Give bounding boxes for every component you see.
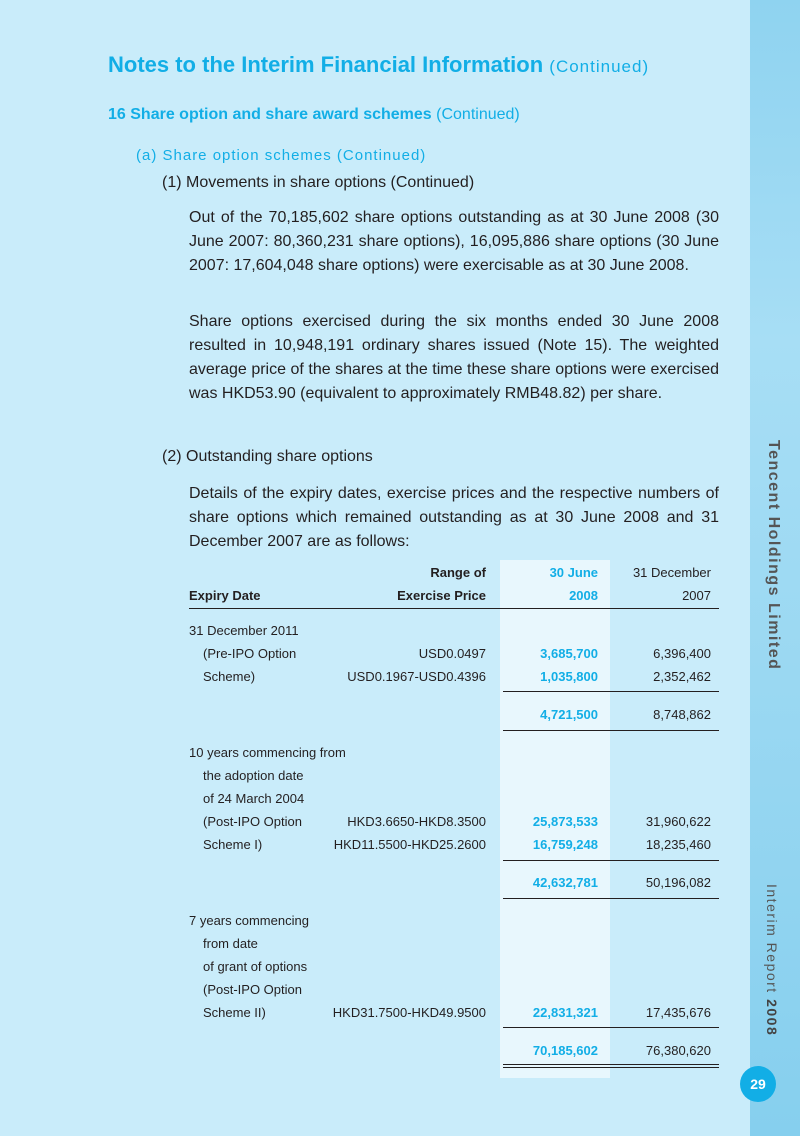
group2-row2-price: HKD11.5500-HKD25.2600 [333, 837, 486, 852]
group2-desc-line: of 24 March 2004 [203, 791, 305, 806]
header-2008-line1: 30 June [549, 565, 598, 580]
group3-desc-line: of grant of options [203, 959, 308, 974]
sidebar-report-label: Interim Report [764, 884, 780, 994]
group2-row1-2007: 31,960,622 [645, 814, 711, 829]
grand-total-2007: 76,380,620 [645, 1043, 711, 1058]
sidebar-company-name: Tencent Holdings Limited [765, 440, 782, 671]
page-title [108, 52, 649, 78]
group2-row1-2008: 25,873,533 [532, 814, 598, 829]
header-2007-line2: 2007 [682, 588, 711, 603]
group2-row1-price: HKD3.6650-HKD8.3500 [347, 814, 486, 829]
sidebar-report-title [764, 884, 780, 1036]
group1-total-rule [503, 730, 719, 731]
section-heading-suffix: (Continued) [436, 106, 520, 123]
section-heading [108, 106, 520, 124]
group1-row1-price: USD0.0497 [418, 646, 486, 661]
group3-desc-line: (Post-IPO Option [203, 982, 302, 997]
sidebar-band [750, 0, 800, 1136]
group3-desc-line: from date [203, 936, 258, 951]
item-2-heading: (2) Outstanding share options [162, 448, 373, 465]
group2-subtotal-2008: 42,632,781 [532, 875, 598, 890]
group3-row1-2008: 22,831,321 [532, 1005, 598, 1020]
group2-total-rule [503, 898, 719, 899]
header-2007-line1: 31 December [632, 565, 711, 580]
group3-desc-line: Scheme II) [203, 1005, 266, 1020]
item-2-paragraph: Details of the expiry dates, exercise prices and the respective numbers of share options which remained outstanding as at 30 June 2008 and 31 December 2007 are as follows: [189, 485, 719, 550]
grand-total-rule [503, 1027, 719, 1028]
item-1-heading: (1) Movements in share options (Continued) [162, 174, 475, 191]
subsection-heading: (a) Share option schemes (Continued) [136, 147, 427, 164]
group1-row1-2008: 3,685,700 [540, 646, 598, 661]
item-1-paragraph-2: Share options exercised during the six months ended 30 June 2008 resulted in 10,948,191 ordinary shares issued (Note 15). The weighted average price of the shares at the time these share options were exercised was HKD53.90 (equivalent to approximately RMB48.82) per share. [189, 313, 719, 402]
group1-desc-line: Scheme) [203, 669, 256, 684]
header-range-line2: Exercise Price [397, 588, 486, 603]
header-rule [189, 608, 719, 609]
page-title-suffix: (Continued) [549, 57, 650, 76]
sidebar-report-year: 2008 [764, 999, 780, 1037]
header-2008-line2: 2008 [569, 588, 598, 603]
group1-subtotal-2008: 4,721,500 [540, 707, 598, 722]
group1-subtotal-rule [503, 691, 719, 692]
header-expiry-date: Expiry Date [189, 588, 261, 603]
group1-subtotal-2007: 8,748,862 [653, 707, 711, 722]
group2-desc-line: 10 years commencing from [189, 745, 346, 760]
group1-row2-price: USD0.1967-USD0.4396 [347, 669, 486, 684]
header-range-line1: Range of [430, 565, 486, 580]
page-title-text: Notes to the Interim Financial Information [108, 52, 544, 77]
group1-desc-line: (Pre-IPO Option [203, 646, 297, 661]
item-1-paragraph-1: Out of the 70,185,602 share options outstanding as at 30 June 2008 (30 June 2007: 80,360,231 share options), 16,095,886 share options (30 June 2007: 17,604,048 share options) were exercisable as at 30 June 2008. [189, 209, 719, 274]
group2-row2-2008: 16,759,248 [532, 837, 598, 852]
section-heading-text: Share option and share award schemes [130, 106, 432, 123]
grand-total-double-rule-top [503, 1064, 719, 1065]
grand-total-double-rule-bottom [503, 1067, 719, 1068]
group2-row2-2007: 18,235,460 [645, 837, 711, 852]
group3-desc-line: 7 years commencing [189, 913, 309, 928]
group3-row1-price: HKD31.7500-HKD49.9500 [332, 1005, 486, 1020]
group1-row1-2007: 6,396,400 [653, 646, 711, 661]
group2-desc-line: (Post-IPO Option [203, 814, 302, 829]
group1-desc-line: 31 December 2011 [189, 623, 299, 638]
group3-row1-2007: 17,435,676 [645, 1005, 711, 1020]
group2-subtotal-2007: 50,196,082 [645, 875, 711, 890]
group1-row2-2007: 2,352,462 [653, 669, 711, 684]
section-number: 16 [108, 106, 126, 123]
group1-row2-2008: 1,035,800 [540, 669, 598, 684]
grand-total-2008: 70,185,602 [532, 1043, 598, 1058]
group2-subtotal-rule [503, 860, 719, 861]
group2-desc-line: the adoption date [203, 768, 304, 783]
page-number: 29 [740, 1066, 776, 1102]
group2-desc-line: Scheme I) [203, 837, 263, 852]
